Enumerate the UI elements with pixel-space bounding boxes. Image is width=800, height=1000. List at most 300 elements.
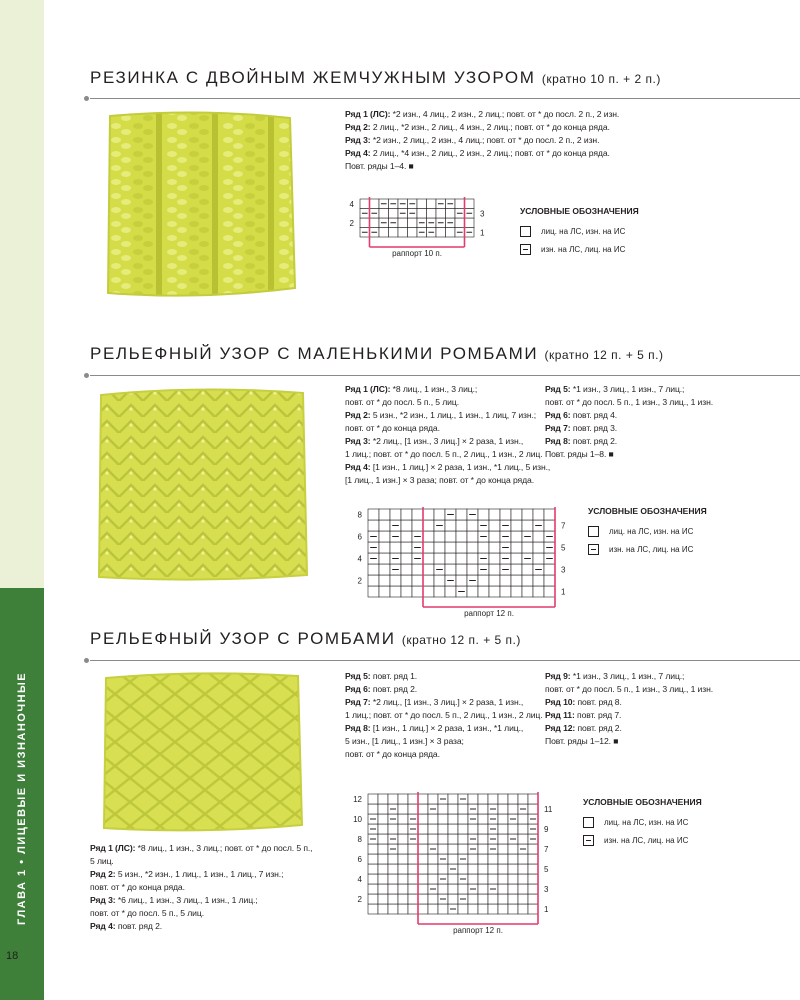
chart-cell: [478, 542, 489, 553]
chart-cell: [370, 199, 380, 209]
row-instruction: Ряд 5: *1 изн., 3 лиц., 1 изн., 7 лиц.;: [545, 384, 685, 394]
chart-cell: [478, 904, 488, 914]
section-rule-3: [90, 660, 800, 661]
chart-cell: [378, 814, 388, 824]
chart-cell: [378, 864, 388, 874]
chart-cell: [522, 586, 533, 597]
instructions-3b: [345, 670, 543, 761]
chart-cell: [428, 874, 438, 884]
row-number-left: 12: [353, 795, 362, 804]
chart-cell: [379, 542, 390, 553]
chart-cell: [448, 824, 458, 834]
chart-cell: [498, 804, 508, 814]
chart-cell: [412, 575, 423, 586]
chart-cell: [418, 814, 428, 824]
repeat-label: раппорт 12 п.: [464, 609, 514, 618]
chart-cell: [398, 894, 408, 904]
chart-cell: [398, 824, 408, 834]
row-instruction: повт. от * до посл. 5 п., 5 лиц.: [345, 397, 459, 407]
chart-cell: [500, 586, 511, 597]
chart-cell: [478, 854, 488, 864]
chart-cell: [498, 814, 508, 824]
chart-cell: [368, 854, 378, 864]
chart-cell: [518, 834, 528, 844]
chart-cell: [489, 575, 500, 586]
chart-cell: [448, 804, 458, 814]
chart-cell: [418, 894, 428, 904]
row-instruction: Ряд 10: повт. ряд 8.: [545, 697, 622, 707]
chart-cell: [401, 575, 412, 586]
chart-cell: [518, 824, 528, 834]
chart-cell: [398, 218, 408, 228]
chart-cell: [478, 804, 488, 814]
chart-cell: [368, 864, 378, 874]
row-number-left: 2: [357, 576, 362, 586]
chart-cell: [379, 553, 390, 564]
chart-cell: [398, 814, 408, 824]
chart-cell: [412, 509, 423, 520]
chart-cell: [522, 542, 533, 553]
chart-cell: [427, 199, 437, 209]
chart-cell: [498, 904, 508, 914]
chart-cell: [468, 824, 478, 834]
chart-cell: [408, 884, 418, 894]
repeat-note: Повт. ряды 1–12. ■: [545, 736, 619, 746]
chart-cell: [423, 509, 434, 520]
chart-cell: [390, 586, 401, 597]
chart-cell: [418, 864, 428, 874]
chart-cell: [458, 834, 468, 844]
chart-cell: [398, 228, 408, 238]
chart-cell: [438, 824, 448, 834]
chart-cell: [455, 199, 465, 209]
row-instruction: Ряд 2: 5 изн., *2 изн., 1 лиц., 1 изн., 1 лиц., 7 изн.;: [90, 869, 284, 879]
chart-cell: [398, 844, 408, 854]
chart-cell: [445, 542, 456, 553]
chart-cell: [508, 904, 518, 914]
chart-cell: [488, 874, 498, 884]
chart-cell: [401, 542, 412, 553]
chart-cell: [408, 874, 418, 884]
chart-cell: [456, 509, 467, 520]
chart-cell: [468, 854, 478, 864]
chart-cell: [368, 520, 379, 531]
chart-cell: [478, 794, 488, 804]
chart-cell: [398, 884, 408, 894]
chart-cell: [508, 874, 518, 884]
chart-cell: [398, 874, 408, 884]
chart-cell: [378, 854, 388, 864]
chart-cell: [489, 564, 500, 575]
chart-cell: [417, 209, 427, 219]
chart-cell: [498, 844, 508, 854]
chart-cell: [434, 531, 445, 542]
chart-cell: [511, 586, 522, 597]
chart-cell: [528, 804, 538, 814]
chart-cell: [438, 804, 448, 814]
chart-cell: [418, 874, 428, 884]
row-number-right: 7: [544, 845, 549, 854]
chart-cell: [446, 228, 456, 238]
section-multiple-1: (кратно 10 п. + 2 п.): [541, 72, 661, 86]
chart-cell: [401, 509, 412, 520]
knitted-swatch-1: [100, 108, 300, 308]
chart-cell: [360, 218, 370, 228]
chart-cell: [418, 854, 428, 864]
chart-cell: [500, 509, 511, 520]
minus-square-icon: [583, 835, 594, 846]
chart-cell: [518, 794, 528, 804]
row-instruction: Ряд 1 (ЛС): *2 изн., 4 лиц., 2 изн., 2 лиц.; повт. от * до посл. 2 п., 2 изн.: [345, 109, 620, 119]
chart-cell: [438, 844, 448, 854]
chart-cell: [368, 575, 379, 586]
row-number-left: 4: [357, 875, 362, 884]
chart-cell: [388, 794, 398, 804]
chart-cell: [518, 814, 528, 824]
instructions-3c: [545, 670, 713, 748]
chart-cell: [417, 199, 427, 209]
chart-cell: [423, 542, 434, 553]
chart-cell: [456, 564, 467, 575]
chart-cell: [418, 804, 428, 814]
chart-cell: [528, 864, 538, 874]
row-instruction: повт. от * до посл. 5 п., 5 лиц.: [90, 908, 204, 918]
row-number-left: 10: [353, 815, 362, 824]
chart-cell: [448, 874, 458, 884]
chart-cell: [368, 884, 378, 894]
chart-cell: [398, 904, 408, 914]
chart-cell: [498, 834, 508, 844]
chart-cell: [434, 575, 445, 586]
chart-cell: [522, 575, 533, 586]
chart-cell: [398, 864, 408, 874]
instructions-1: [345, 108, 619, 173]
chart-cell: [518, 884, 528, 894]
chart-cell: [398, 854, 408, 864]
chart-cell: [428, 854, 438, 864]
chart-cell: [456, 575, 467, 586]
minus-square-icon: [520, 244, 531, 255]
chart-cell: [468, 874, 478, 884]
chart-cell: [544, 575, 555, 586]
row-number-left: 2: [357, 895, 362, 904]
chart-cell: [368, 894, 378, 904]
row-number-left: 6: [357, 855, 362, 864]
row-instruction: Ряд 6: повт. ряд 4.: [545, 410, 618, 420]
row-number-right: 1: [480, 228, 485, 238]
row-instruction: повт. от * до конца ряда.: [90, 882, 185, 892]
chart-cell: [518, 874, 528, 884]
chart-cell: [468, 894, 478, 904]
chart-cell: [389, 228, 399, 238]
chart-cell: [379, 575, 390, 586]
chart-cell: [458, 804, 468, 814]
legend-2: [588, 506, 707, 558]
chart-cell: [478, 884, 488, 894]
chart-cell: [518, 904, 528, 914]
chart-cell: [423, 564, 434, 575]
chart-cell: [456, 542, 467, 553]
chart-cell: [379, 586, 390, 597]
row-instruction: Ряд 1 (ЛС): *8 лиц., 1 изн., 3 лиц.; повт. от * до посл. 5 п.,: [90, 843, 313, 853]
chart-cell: [428, 904, 438, 914]
chart-cell: [533, 542, 544, 553]
chart-cell: [478, 874, 488, 884]
chart-cell: [388, 824, 398, 834]
instructions-3a: [90, 842, 312, 933]
row-instruction: 5 изн., [1 лиц., 1 изн.] × 3 раза;: [345, 736, 464, 746]
chart-cell: [448, 884, 458, 894]
chart-cell: [379, 564, 390, 575]
chart-cell: [458, 864, 468, 874]
legend-title: УСЛОВНЫЕ ОБОЗНАЧЕНИЯ: [588, 506, 707, 516]
chart-cell: [489, 509, 500, 520]
chart-cell: [390, 575, 401, 586]
chart-cell: [378, 884, 388, 894]
chart-cell: [360, 199, 370, 209]
chart-cell: [445, 553, 456, 564]
chart-cell: [478, 824, 488, 834]
row-number-left: 4: [349, 199, 354, 209]
chart-cell: [533, 509, 544, 520]
chart-cell: [448, 854, 458, 864]
section-title-1: [90, 68, 661, 88]
row-instruction: Ряд 7: повт. ряд 3.: [545, 423, 618, 433]
chart-cell: [478, 575, 489, 586]
chart-cell: [378, 904, 388, 914]
chart-cell: [368, 874, 378, 884]
chart-cell: [423, 553, 434, 564]
chart-cell: [428, 794, 438, 804]
chart-cell: [498, 874, 508, 884]
chart-cell: [511, 575, 522, 586]
chart-cell: [388, 884, 398, 894]
row-instruction: повт. от * до посл. 5 п., 1 изн., 3 лиц., 1 изн.: [545, 397, 714, 407]
chart-cell: [438, 864, 448, 874]
chart-cell: [467, 531, 478, 542]
chart-cell: [498, 894, 508, 904]
chart-cell: [511, 531, 522, 542]
chart-cell: [478, 509, 489, 520]
chart-cell: [390, 509, 401, 520]
chart-cell: [401, 520, 412, 531]
chart-cell: [518, 894, 528, 904]
empty-square-icon: [520, 226, 531, 237]
chart-cell: [488, 894, 498, 904]
row-instruction: Ряд 4: [1 изн., 1 лиц.] × 2 раза, 1 изн., *1 лиц., 5 изн.,: [345, 462, 551, 472]
chart-cell: [508, 864, 518, 874]
chart-cell: [508, 884, 518, 894]
chart-cell: [438, 884, 448, 894]
chart-cell: [408, 864, 418, 874]
chart-cell: [390, 542, 401, 553]
chart-cell: [467, 586, 478, 597]
row-number-right: 3: [544, 885, 549, 894]
chart-cell: [423, 575, 434, 586]
chart-cell: [544, 509, 555, 520]
chart-cell: [455, 218, 465, 228]
chart-cell: [522, 509, 533, 520]
chart-cell: [378, 824, 388, 834]
repeat-label: раппорт 12 п.: [453, 926, 503, 935]
chart-cell: [489, 531, 500, 542]
chart-cell: [423, 586, 434, 597]
chart-cell: [401, 564, 412, 575]
row-instruction: Ряд 4: 2 лиц., *4 изн., 2 лиц., 2 изн., 2 лиц.; повт. от * до конца ряда.: [345, 148, 610, 158]
chart-cell: [468, 904, 478, 914]
chapter-label: ГЛАВА 1 • ЛИЦЕВЫЕ И ИЗНАНОЧНЫЕ: [16, 671, 28, 925]
chart-cell: [522, 520, 533, 531]
row-instruction: Ряд 6: повт. ряд 2.: [345, 684, 418, 694]
legend-item-knit: лиц. на ЛС, изн. на ИС: [583, 813, 702, 831]
row-instruction: Ряд 8: повт. ряд 2.: [545, 436, 618, 446]
row-instruction: Ряд 5: повт. ряд 1.: [345, 671, 418, 681]
chart-cell: [478, 834, 488, 844]
empty-square-icon: [588, 526, 599, 537]
chart-cell: [456, 553, 467, 564]
chart-cell: [458, 904, 468, 914]
row-instruction: Ряд 3: *2 лиц., [1 изн., 3 лиц.] × 2 раза, 1 изн.,: [345, 436, 524, 446]
chart-cell: [467, 553, 478, 564]
chart-cell: [488, 794, 498, 804]
repeat-note: Повт. ряды 1–8. ■: [545, 449, 614, 459]
section-rule-1: [90, 98, 800, 99]
chart-cell: [378, 874, 388, 884]
chart-cell: [448, 814, 458, 824]
chart-cell: [498, 824, 508, 834]
chart-cell: [438, 904, 448, 914]
chart-cell: [389, 209, 399, 219]
chart-cell: [467, 542, 478, 553]
chart-cell: [511, 564, 522, 575]
page-number: 18: [6, 950, 19, 962]
chart-cell: [368, 794, 378, 804]
row-number-left: 8: [357, 835, 362, 844]
chart-cell: [423, 531, 434, 542]
chart-cell: [489, 586, 500, 597]
chart-cell: [428, 894, 438, 904]
chart-cell: [408, 844, 418, 854]
row-number-left: 2: [349, 218, 354, 228]
chart-cell: [423, 520, 434, 531]
instructions-2b: [545, 383, 713, 461]
chart-cell: [428, 864, 438, 874]
chart-cell: [488, 864, 498, 874]
chart-cell: [448, 894, 458, 904]
section-rule-2: [90, 375, 800, 376]
chart-cell: [408, 854, 418, 864]
chart-cell: [408, 804, 418, 814]
section-title-3-text: РЕЛЬЕФНЫЙ УЗОР С РОМБАМИ: [90, 629, 396, 648]
chart-cell: [498, 854, 508, 864]
chart-cell: [446, 209, 456, 219]
chart-cell: [368, 844, 378, 854]
chart-cell: [418, 904, 428, 914]
chart-cell: [418, 844, 428, 854]
chart-cell: [408, 794, 418, 804]
chart-cell: [428, 814, 438, 824]
chart-cell: [378, 794, 388, 804]
chart-cell: [458, 884, 468, 894]
legend-item-purl: изн. на ЛС, лиц. на ИС: [583, 831, 702, 849]
row-number-left: 6: [357, 532, 362, 542]
knitted-swatch-3: [100, 670, 305, 835]
chart-cell: [448, 844, 458, 854]
chart-cell: [528, 894, 538, 904]
row-instruction: 1 лиц.; повт. от * до посл. 5 п., 2 лиц., 1 изн., 2 лиц.: [345, 449, 543, 459]
chart-cell: [388, 874, 398, 884]
chart-cell: [500, 575, 511, 586]
row-instruction: повт. от * до конца ряда.: [345, 423, 440, 433]
legend-title: УСЛОВНЫЕ ОБОЗНАЧЕНИЯ: [520, 206, 639, 216]
chart-cell: [478, 894, 488, 904]
legend-1: [520, 206, 639, 258]
chart-cell: [379, 531, 390, 542]
chart-cell: [368, 564, 379, 575]
chart-cell: [445, 520, 456, 531]
chart-cell: [379, 509, 390, 520]
chart-cell: [436, 209, 446, 219]
section-title-1-text: РЕЗИНКА С ДВОЙНЫМ ЖЕМЧУЖНЫМ УЗОРОМ: [90, 68, 536, 87]
row-number-left: 4: [357, 554, 362, 564]
section-title-2-text: РЕЛЬЕФНЫЙ УЗОР С МАЛЕНЬКИМИ РОМБАМИ: [90, 344, 539, 363]
chart-cell: [528, 904, 538, 914]
chart-cell: [478, 844, 488, 854]
row-instruction: Ряд 1 (ЛС): *8 лиц., 1 изн., 3 лиц.;: [345, 384, 478, 394]
row-instruction: 5 лиц.: [90, 856, 114, 866]
chart-cell: [428, 834, 438, 844]
row-number-right: 7: [561, 521, 566, 531]
row-instruction: Ряд 3: *2 изн., 2 лиц., 2 изн., 4 лиц.; повт. от * до посл. 2 п., 2 изн.: [345, 135, 600, 145]
row-number-left: 8: [357, 510, 362, 520]
chart-cell: [458, 844, 468, 854]
pattern-chart-1: [340, 195, 510, 265]
chart-cell: [401, 586, 412, 597]
chart-cell: [465, 218, 475, 228]
row-instruction: Ряд 4: повт. ряд 2.: [90, 921, 163, 931]
chart-cell: [489, 520, 500, 531]
chart-cell: [478, 586, 489, 597]
chart-cell: [438, 834, 448, 844]
chart-cell: [511, 542, 522, 553]
knitted-swatch-2: [95, 385, 310, 585]
chart-cell: [511, 553, 522, 564]
chart-cell: [511, 520, 522, 531]
row-instruction: Ряд 3: *6 лиц., 1 изн., 3 лиц., 1 изн., 1 лиц.;: [90, 895, 258, 905]
chart-cell: [478, 864, 488, 874]
chart-cell: [370, 218, 380, 228]
legend-item-purl: изн. на ЛС, лиц. на ИС: [588, 540, 707, 558]
chart-cell: [388, 864, 398, 874]
chart-cell: [488, 904, 498, 914]
chart-cell: [388, 904, 398, 914]
chart-cell: [498, 794, 508, 804]
chart-cell: [489, 553, 500, 564]
row-instruction: Ряд 2: 5 изн., *2 изн., 1 лиц., 1 изн., 1 лиц, 7 изн.;: [345, 410, 537, 420]
chart-cell: [468, 864, 478, 874]
chart-cell: [448, 834, 458, 844]
row-number-right: 5: [561, 543, 566, 553]
chart-cell: [418, 824, 428, 834]
chart-cell: [368, 586, 379, 597]
chart-cell: [544, 520, 555, 531]
chart-cell: [458, 814, 468, 824]
chart-cell: [418, 834, 428, 844]
row-instruction: 1 лиц.; повт. от * до посл. 5 п., 2 лиц., 1 изн., 2 лиц.: [345, 710, 543, 720]
chart-cell: [427, 209, 437, 219]
chart-cell: [412, 586, 423, 597]
chart-cell: [368, 509, 379, 520]
